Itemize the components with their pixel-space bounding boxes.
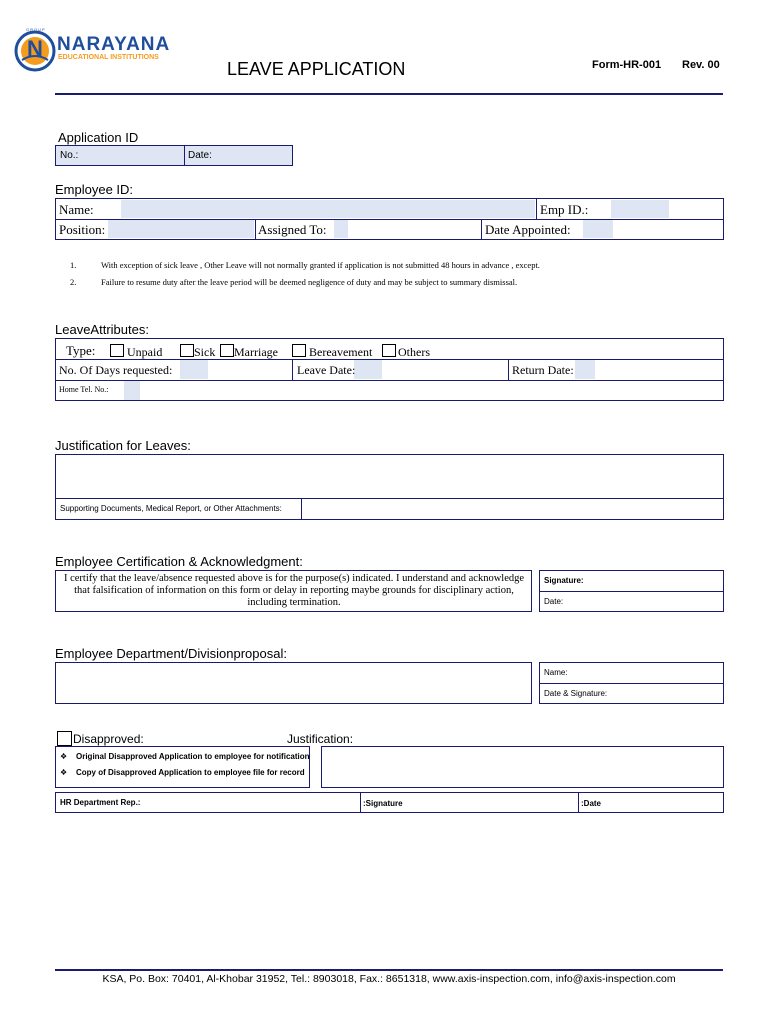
note-2 bbox=[70, 277, 518, 287]
revision: Rev. 00 bbox=[682, 59, 720, 71]
type-label: Type: bbox=[66, 343, 96, 358]
divider bbox=[255, 219, 256, 239]
department-heading: Employee Department/Divisionproposal: bbox=[55, 646, 287, 661]
disapproved-justification-box[interactable] bbox=[321, 746, 724, 788]
bullet-icon: ❖ bbox=[60, 768, 68, 777]
justification-heading: Justification for Leaves: bbox=[55, 438, 191, 453]
bullet-icon: ❖ bbox=[60, 752, 68, 761]
divider bbox=[292, 359, 293, 380]
certification-date-label: Date: bbox=[544, 597, 564, 606]
leave-date-field[interactable] bbox=[354, 360, 382, 379]
hr-box bbox=[55, 792, 724, 813]
others-checkbox[interactable] bbox=[382, 344, 396, 357]
unpaid-label: Unpaid bbox=[127, 345, 163, 359]
divider bbox=[56, 380, 723, 381]
logo-tiny: GROUP bbox=[26, 27, 46, 32]
marriage-checkbox[interactable] bbox=[220, 344, 234, 357]
department-sign-box bbox=[539, 662, 724, 704]
page-title: LEAVE APPLICATION bbox=[227, 59, 406, 79]
employee-heading: Employee ID: bbox=[55, 182, 134, 197]
position-label: Position: bbox=[59, 222, 106, 237]
supporting-label: Supporting Documents, Medical Report, or Other Attachments: bbox=[60, 504, 282, 513]
assigned-label: Assigned To: bbox=[258, 222, 327, 237]
appointed-label: Date Appointed: bbox=[485, 222, 571, 237]
empid-field[interactable] bbox=[611, 200, 669, 218]
form-number: Form-HR-001 bbox=[592, 59, 662, 71]
sick-checkbox[interactable] bbox=[180, 344, 194, 357]
marriage-label: Marriage bbox=[234, 345, 278, 359]
certification-text-box bbox=[55, 570, 532, 612]
divider bbox=[301, 498, 302, 519]
application-no-label: No.: bbox=[60, 150, 79, 161]
days-field[interactable] bbox=[180, 360, 208, 379]
justification-box[interactable] bbox=[55, 454, 724, 520]
hr-date-label: :Date bbox=[581, 799, 602, 808]
employee-box bbox=[55, 198, 724, 240]
divider bbox=[360, 793, 361, 812]
days-label: No. Of Days requested: bbox=[59, 363, 173, 377]
hr-rep-label: HR Department Rep.: bbox=[60, 798, 141, 807]
bereavement-label: Bereavement bbox=[309, 345, 373, 359]
divider bbox=[56, 498, 723, 499]
disapproved-item-1: Original Disapproved Application to employee for notification bbox=[76, 752, 310, 761]
department-name-label: Name: bbox=[544, 668, 568, 677]
department-box[interactable] bbox=[55, 662, 532, 704]
note-text: Failure to resume duty after the leave period will be deemed negligence of duty and may be subject to summary dismissal. bbox=[101, 277, 518, 287]
divider bbox=[508, 359, 509, 380]
disapproved-list-box bbox=[55, 746, 310, 788]
unpaid-checkbox[interactable] bbox=[110, 344, 124, 357]
certification-text: I certify that the leave/absence requested above is for the purpose(s) indicated. I understand and acknowledge that falsification of information on this form or delay in reporting maybe grounds for disciplinary action, including termination. bbox=[63, 573, 525, 608]
empid-label: Emp ID.: bbox=[540, 202, 589, 217]
application-heading: Application ID bbox=[58, 130, 139, 145]
disapproved-label: Disapproved: bbox=[73, 732, 144, 746]
divider bbox=[540, 683, 723, 684]
note-text: With exception of sick leave , Other Leave will not normally granted if application is not submitted 48 hours in advance , except. bbox=[101, 260, 540, 270]
bereavement-checkbox[interactable] bbox=[292, 344, 306, 357]
footer-text: KSA, Po. Box: 70401, Al-Khobar 31952, Tel.: 8903018, Fax.: 8651318, www.axis-inspection.com, info@axis-inspection.com bbox=[102, 973, 676, 985]
certification-signature-label: Signature: bbox=[544, 576, 584, 585]
home-tel-field[interactable] bbox=[124, 381, 140, 400]
header-rule bbox=[55, 93, 723, 95]
home-tel-label: Home Tel. No.: bbox=[59, 385, 109, 394]
application-id-box bbox=[55, 145, 293, 166]
disapproved-justification-label: Justification: bbox=[287, 732, 354, 746]
footer-rule bbox=[55, 969, 723, 971]
divider bbox=[578, 793, 579, 812]
application-date-label: Date: bbox=[188, 150, 212, 161]
sick-label: Sick bbox=[194, 345, 216, 359]
appointed-field[interactable] bbox=[583, 220, 613, 238]
divider bbox=[540, 591, 723, 592]
return-date-label: Return Date: bbox=[512, 363, 574, 377]
position-field[interactable] bbox=[108, 220, 254, 238]
divider bbox=[481, 219, 482, 239]
divider bbox=[536, 199, 537, 219]
assigned-field[interactable] bbox=[334, 220, 348, 238]
department-date-sig-label: Date & Signature: bbox=[544, 689, 608, 698]
certification-heading: Employee Certification & Acknowledgment: bbox=[55, 554, 303, 569]
divider bbox=[184, 146, 185, 165]
note-number: 2. bbox=[70, 277, 77, 287]
name-field[interactable] bbox=[121, 200, 535, 218]
certification-sign-box bbox=[539, 570, 724, 612]
leave-date-label: Leave Date: bbox=[297, 363, 356, 377]
disapproved-checkbox[interactable] bbox=[57, 731, 72, 746]
logo-subtitle: EDUCATIONAL INSTITUTIONS bbox=[58, 54, 159, 61]
others-label: Others bbox=[398, 345, 430, 359]
logo-letter: N bbox=[27, 36, 43, 61]
logo-name: NARAYANA bbox=[57, 34, 171, 55]
leave-heading: LeaveAttributes: bbox=[55, 322, 149, 337]
name-label: Name: bbox=[59, 202, 94, 217]
note-1 bbox=[70, 260, 540, 270]
leave-box bbox=[55, 338, 724, 401]
logo bbox=[14, 27, 194, 72]
hr-signature-label: :Signature bbox=[363, 799, 403, 808]
return-date-field[interactable] bbox=[575, 360, 595, 379]
note-number: 1. bbox=[70, 260, 77, 270]
disapproved-item-2: Copy of Disapproved Application to employee file for record bbox=[76, 768, 305, 777]
